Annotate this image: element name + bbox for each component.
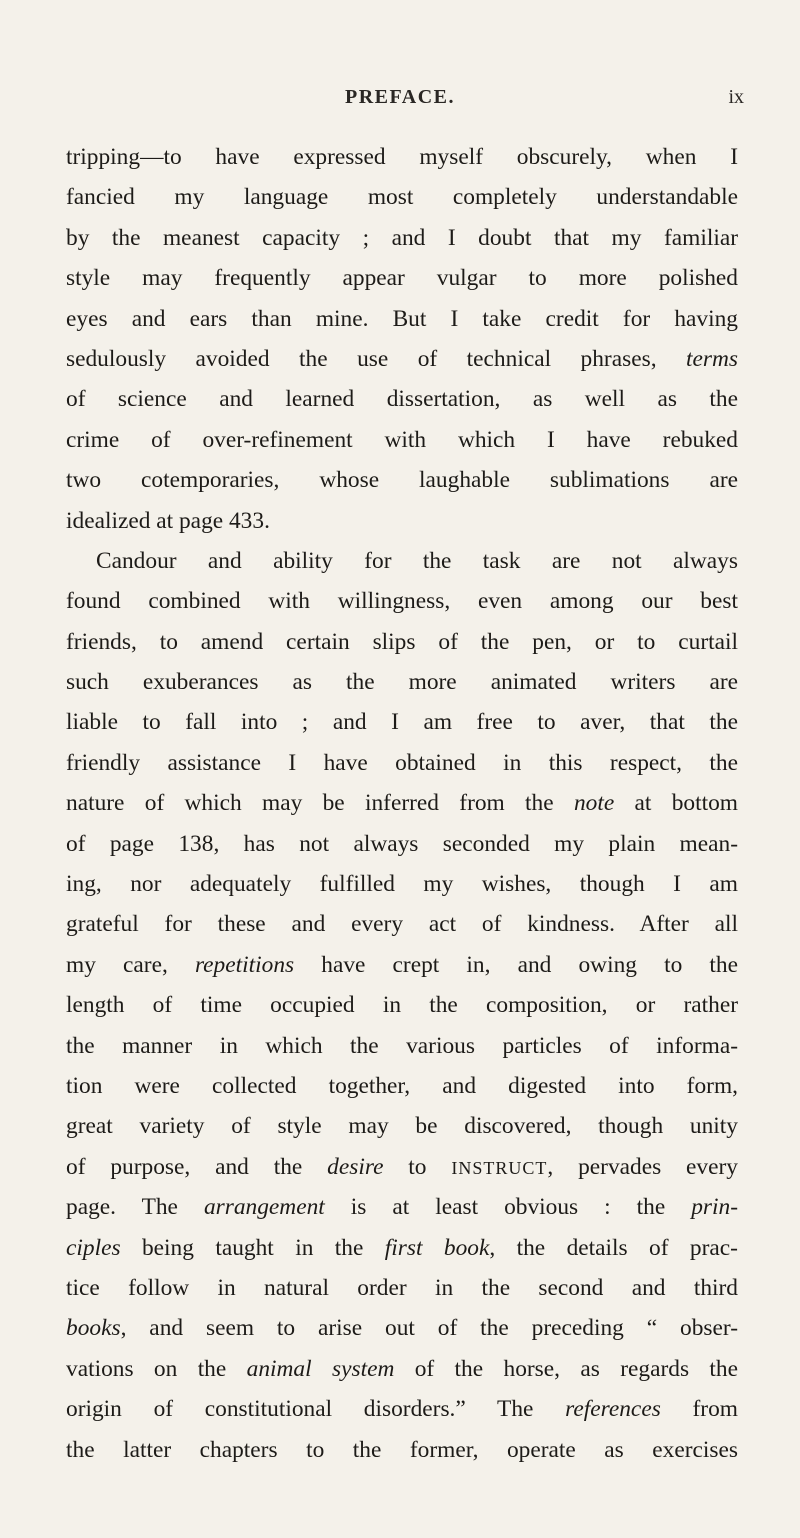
body-text xyxy=(66,137,738,1470)
text-line xyxy=(66,1268,738,1308)
italic-run: books xyxy=(66,1315,121,1342)
text-run: such exuberances as the more animated writers are xyxy=(66,669,738,696)
text-run: of the horse, as regards the xyxy=(394,1355,739,1382)
text-run: fancied my language most completely understandable xyxy=(66,184,738,211)
text-line xyxy=(66,501,738,541)
small-caps-run: INSTRUCT xyxy=(451,1157,548,1178)
text-line xyxy=(66,258,738,298)
text-line xyxy=(66,218,738,258)
text-run: , and seem to arise out of the preceding “ obser- xyxy=(120,1315,738,1342)
text-run: , the details of prac- xyxy=(489,1234,738,1261)
text-line xyxy=(66,702,738,742)
text-line xyxy=(66,985,738,1025)
text-run: two cotemporaries, whose laughable sublimations are xyxy=(66,467,738,494)
text-run: liable to fall into ; and I am free to aver, that the xyxy=(66,709,738,736)
text-run: vations on the xyxy=(66,1355,247,1382)
text-run: of page 138, has not always seconded my plain mean- xyxy=(66,830,738,857)
text-run: grateful for these and every act of kindness. After all xyxy=(66,911,738,938)
text-run: , pervades every xyxy=(547,1153,738,1180)
italic-run: references xyxy=(565,1396,661,1423)
text-line xyxy=(66,1308,738,1348)
italic-run: first book xyxy=(384,1234,490,1261)
text-line xyxy=(66,379,738,419)
italic-run: repetitions xyxy=(194,951,295,978)
text-run: tripping—to have expressed myself obscurely, when I xyxy=(66,144,738,170)
text-run: from xyxy=(660,1396,738,1423)
text-run: idealized at page 433. xyxy=(66,507,270,534)
text-run: to xyxy=(383,1153,452,1180)
italic-run: arrangement xyxy=(203,1194,325,1221)
text-line xyxy=(66,783,738,823)
text-run: Candour and ability for the task are not always xyxy=(96,547,738,574)
text-line xyxy=(66,1430,738,1470)
text-run: of purpose, and the xyxy=(66,1153,328,1180)
italic-run: note xyxy=(573,790,615,817)
text-run: style may frequently appear vulgar to more polished xyxy=(66,265,738,292)
italic-run: desire xyxy=(327,1153,384,1180)
text-run: at bottom xyxy=(614,790,738,817)
text-line xyxy=(66,541,738,581)
text-line xyxy=(66,299,738,339)
text-run: tice follow in natural order in the second and third xyxy=(66,1274,738,1301)
text-line xyxy=(66,581,738,621)
text-run: length of time occupied in the composition, or rather xyxy=(66,992,738,1019)
text-run: of science and learned dissertation, as well as the xyxy=(66,386,738,413)
text-run: great variety of style may be discovered, though unity xyxy=(66,1113,738,1140)
text-run: friends, to amend certain slips of the pen, or to curtail xyxy=(66,628,738,655)
text-line xyxy=(66,904,738,944)
text-line xyxy=(66,743,738,783)
text-line xyxy=(66,622,738,662)
text-run: by the meanest capacity ; and I doubt that my familiar xyxy=(66,224,738,251)
text-run: friendly assistance I have obtained in this respect, the xyxy=(66,749,738,776)
text-run: found combined with willingness, even among our best xyxy=(66,588,738,615)
text-run: page. The xyxy=(66,1194,204,1221)
text-run: have crept in, and owing to the xyxy=(294,951,738,978)
text-line xyxy=(66,945,738,985)
text-run: being taught in the xyxy=(120,1234,385,1261)
text-line xyxy=(66,1106,738,1146)
header-title: PREFACE. xyxy=(345,86,455,108)
text-run: eyes and ears than mine. But I take credit for having xyxy=(66,305,738,332)
text-run: tion were collected together, and digested into form, xyxy=(66,1072,738,1099)
text-line xyxy=(66,1389,738,1429)
text-run: my care, xyxy=(66,951,195,978)
italic-run: terms xyxy=(686,345,738,372)
text-run: the latter chapters to the former, operate as exercises xyxy=(66,1436,738,1463)
text-line xyxy=(66,339,738,379)
text-run: sedulously avoided the use of technical phrases, xyxy=(66,345,687,372)
text-line xyxy=(66,662,738,702)
text-run: crime of over-refinement with which I have rebuked xyxy=(66,426,738,453)
text-run: ing, nor adequately fulfilled my wishes, though I am xyxy=(66,871,738,898)
text-line xyxy=(66,460,738,500)
text-line xyxy=(66,1349,738,1389)
text-run: nature of which may be inferred from the xyxy=(66,790,574,817)
italic-run: prin- xyxy=(691,1194,739,1221)
text-line xyxy=(66,824,738,864)
text-line xyxy=(66,1066,738,1106)
text-run: origin of constitutional disorders.” The xyxy=(66,1396,566,1423)
italic-run: ciples xyxy=(66,1234,121,1261)
page-number: ix xyxy=(728,86,744,108)
text-run: the manner in which the various particles of informa- xyxy=(66,1032,738,1059)
text-line xyxy=(66,177,738,217)
text-line xyxy=(66,864,738,904)
text-line xyxy=(66,1026,738,1066)
text-line xyxy=(66,1147,738,1187)
text-line xyxy=(66,1228,738,1268)
text-run: is at least obvious : the xyxy=(324,1194,692,1221)
text-line xyxy=(66,1187,738,1227)
text-line xyxy=(66,420,738,460)
running-header xyxy=(0,86,800,126)
italic-run: animal system xyxy=(246,1355,395,1382)
text-line xyxy=(66,137,738,177)
